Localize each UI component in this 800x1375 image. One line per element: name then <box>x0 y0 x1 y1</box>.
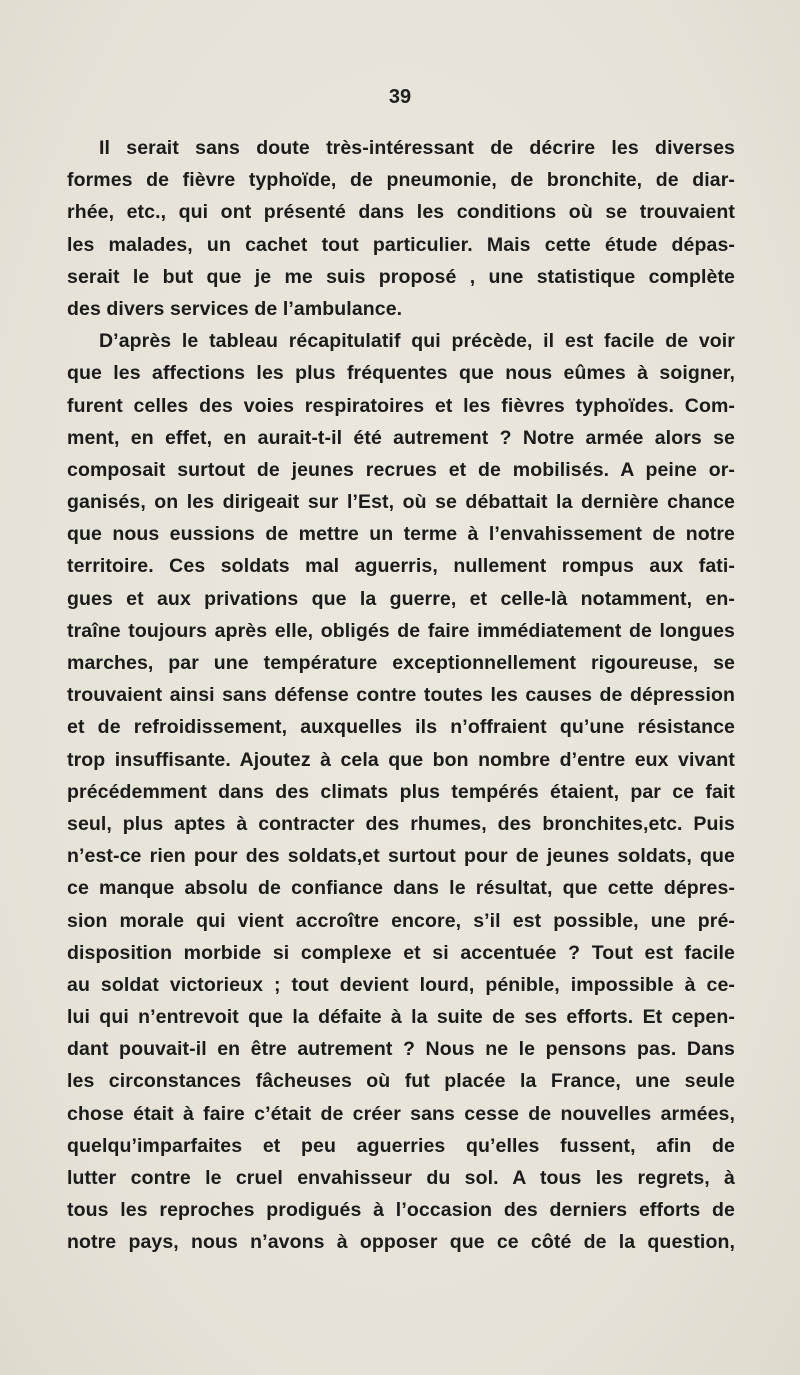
text-line: précédemment dans des climats plus tempérés étaient, par ce fait <box>67 780 735 803</box>
text-line: serait le but que je me suis proposé , une statistique complète <box>67 265 735 288</box>
text-line: D’après le tableau récapitulatif qui précède, il est facile de voir <box>99 330 735 353</box>
text-line: traîne toujours après elle, obligés de faire immédiatement de longues <box>67 619 735 642</box>
text-line: que nous eussions de mettre un terme à l’envahissement de notre <box>67 523 735 546</box>
text-line: les circonstances fâcheuses où fut placée la France, une seule <box>67 1070 735 1093</box>
text-line: notre pays, nous n’avons à opposer que ce côté de la question, <box>67 1231 735 1254</box>
text-line: que les affections les plus fréquentes que nous eûmes à soigner, <box>67 362 735 385</box>
text-line: et de refroidissement, auxquelles ils n’offraient qu’une résistance <box>67 716 735 739</box>
text-line: lutter contre le cruel envahisseur du sol. A tous les regrets, à <box>67 1167 735 1189</box>
text-line: dant pouvait-il en être autrement ? Nous ne le pensons pas. Dans <box>67 1038 735 1061</box>
text-line: Il serait sans doute très-intéressant de décrire les diverses <box>99 137 735 159</box>
text-line: marches, par une température exceptionnellement rigoureuse, se <box>67 652 735 674</box>
text-line: chose était à faire c’était de créer sans cesse de nouvelles armées, <box>67 1102 735 1125</box>
text-line: territoire. Ces soldats mal aguerris, nullement rompus aux fati- <box>67 555 735 578</box>
body-text <box>67 132 735 1259</box>
text-line: au soldat victorieux ; tout devient lourd, pénible, impossible à ce- <box>67 973 735 996</box>
page-number: 39 <box>388 86 412 108</box>
text-line: les malades, un cachet tout particulier. Mais cette étude dépas- <box>67 233 735 256</box>
text-line: rhée, etc., qui ont présenté dans les conditions où se trouvaient <box>67 201 735 224</box>
text-line: disposition morbide si complexe et si accentuée ? Tout est facile <box>67 941 735 964</box>
text-line: lui qui n’entrevoit que la défaite à la suite de ses efforts. Et cepen- <box>67 1006 735 1029</box>
text-line: n’est-ce rien pour des soldats,et surtout pour de jeunes soldats, que <box>67 845 735 868</box>
text-line: ganisés, on les dirigeait sur l’Est, où se débattait la dernière chance <box>67 491 735 514</box>
text-line: sion morale qui vient accroître encore, s’il est possible, une pré- <box>67 909 735 932</box>
text-line: trop insuffisante. Ajoutez à cela que bon nombre d’entre eux vivant <box>67 748 735 771</box>
text-line: tous les reproches prodigués à l’occasion des derniers efforts de <box>67 1199 735 1222</box>
text-line: des divers services de l’ambulance. <box>67 297 403 320</box>
text-line: trouvaient ainsi sans défense contre toutes les causes de dépression <box>67 684 735 707</box>
text-line: gues et aux privations que la guerre, et celle-là notamment, en- <box>67 587 735 610</box>
text-line: formes de fièvre typhoïde, de pneumonie, de bronchite, de diar- <box>67 169 735 192</box>
text-line: quelqu’imparfaites et peu aguerries qu’elles fussent, afin de <box>67 1134 735 1157</box>
text-line: ce manque absolu de confiance dans le résultat, que cette dépres- <box>67 877 735 900</box>
text-line: ment, en effet, en aurait-t-il été autrement ? Notre armée alors se <box>67 426 735 449</box>
text-line: seul, plus aptes à contracter des rhumes, des bronchites,etc. Puis <box>67 812 735 835</box>
text-line: composait surtout de jeunes recrues et de mobilisés. A peine or- <box>67 458 735 481</box>
text-line: furent celles des voies respiratoires et les fièvres typhoïdes. Com- <box>67 394 735 417</box>
